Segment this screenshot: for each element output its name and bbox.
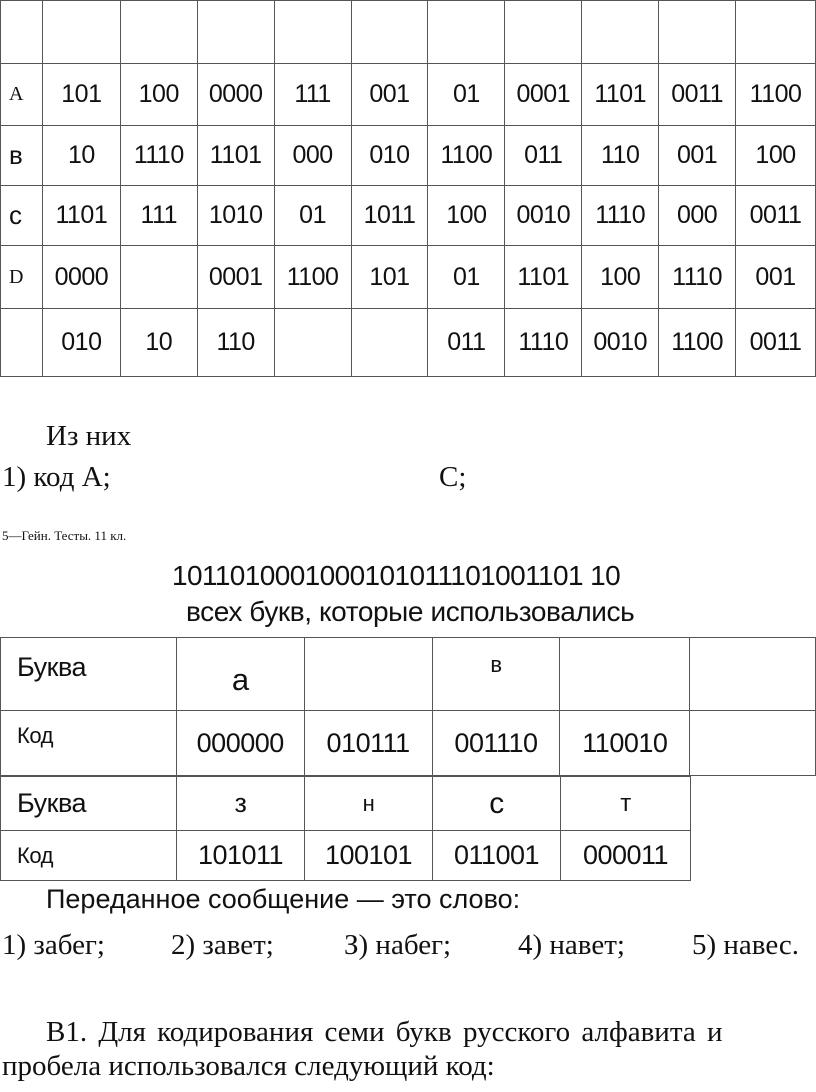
table-cell: 1110 <box>582 186 659 246</box>
row-label: с <box>1 186 43 246</box>
table-cell: 01 <box>428 246 505 309</box>
table-row <box>1 309 816 377</box>
table-cell: 0000 <box>42 246 120 309</box>
row-label: Буква <box>1 777 177 831</box>
table-row <box>1 246 816 309</box>
header-cell <box>351 1 428 64</box>
code-cell: 011001 <box>433 831 561 881</box>
answer-4: 4) навет; <box>518 929 625 961</box>
letters-caption: всех букв, которые использовались <box>186 596 635 627</box>
code-cell: 100101 <box>305 831 433 881</box>
table-cell: 100 <box>428 186 505 246</box>
table-cell: 0000 <box>197 64 274 126</box>
table-cell: 011 <box>505 126 582 186</box>
letter-cell: н <box>305 777 433 831</box>
table-cell: 1100 <box>659 309 736 377</box>
header-cell <box>1 1 43 64</box>
row-label: Код <box>1 831 177 881</box>
table-cell: 000 <box>274 126 351 186</box>
letter-table-2 <box>0 776 691 881</box>
table-cell: 1010 <box>197 186 274 246</box>
letter-cell: а <box>176 638 304 711</box>
table-cell: 0011 <box>736 186 816 246</box>
letter-cell <box>304 638 432 711</box>
table-row <box>1 831 691 881</box>
header-cell <box>274 1 351 64</box>
row-label: в <box>1 126 43 186</box>
footer-reference: 5—Гейн. Тесты. 11 кл. <box>2 528 127 543</box>
table-cell: 100 <box>736 126 816 186</box>
table-cell: 101 <box>351 246 428 309</box>
table-cell: 1110 <box>120 126 197 186</box>
table-cell: 1011 <box>351 186 428 246</box>
answer-3: З) набег; <box>344 929 452 961</box>
table-cell: 1101 <box>197 126 274 186</box>
table-cell: 1100 <box>736 64 816 126</box>
transmitted-text: Переданное сообщение — это слово: <box>46 884 521 914</box>
table-cell: 101 <box>42 64 120 126</box>
table-cell: 1100 <box>428 126 505 186</box>
table-cell: 001 <box>736 246 816 309</box>
b1-task-line1: В1. Для кодирования семи букв русского алфавита и <box>46 1016 723 1048</box>
table-cell: 0011 <box>736 309 816 377</box>
table-row <box>1 777 691 831</box>
table-cell: 10 <box>42 126 120 186</box>
letter-cell: т <box>561 777 691 831</box>
table-cell: 10 <box>120 309 197 377</box>
answer-2: 2) завет; <box>171 929 274 961</box>
code-cell <box>690 711 816 776</box>
code-cell: 000000 <box>176 711 304 776</box>
letter-cell <box>560 638 690 711</box>
table-cell: 1101 <box>582 64 659 126</box>
table-cell: 0011 <box>659 64 736 126</box>
table-cell: 110 <box>197 309 274 377</box>
table-cell: 001 <box>351 64 428 126</box>
answer-1: 1) забег; <box>2 929 105 961</box>
header-cell <box>582 1 659 64</box>
table-row <box>1 186 816 246</box>
table-cell: 0010 <box>582 309 659 377</box>
row-label: Код <box>1 711 177 776</box>
header-cell <box>197 1 274 64</box>
row-label: Буква <box>1 638 177 711</box>
option-c: С; <box>439 461 467 493</box>
table-row <box>1 64 816 126</box>
table-cell: 001 <box>659 126 736 186</box>
table-cell <box>274 309 351 377</box>
table-row <box>1 638 816 711</box>
table-cell: 111 <box>120 186 197 246</box>
row-label <box>1 309 43 377</box>
table-cell: 1100 <box>274 246 351 309</box>
letter-table-1 <box>0 637 816 776</box>
binary-message: 1011010001000101011101001101 10 <box>172 560 621 591</box>
header-cell <box>428 1 505 64</box>
table-cell: 0001 <box>197 246 274 309</box>
code-cell: 000011 <box>561 831 691 881</box>
table-cell: 110 <box>582 126 659 186</box>
table-header-row <box>1 1 816 64</box>
header-cell <box>42 1 120 64</box>
b1-task-line2: пробела использовался следующий код: <box>2 1050 495 1082</box>
table-cell <box>120 246 197 309</box>
row-label: А <box>1 64 43 126</box>
table-cell: 0010 <box>505 186 582 246</box>
table-cell: 100 <box>120 64 197 126</box>
table-row <box>1 711 816 776</box>
option-a: 1) код А; <box>2 461 111 493</box>
letter-cell <box>690 638 816 711</box>
table-row <box>1 126 816 186</box>
iz-nikh-text: Из них <box>46 420 132 452</box>
table-cell: 01 <box>428 64 505 126</box>
row-label: D <box>1 246 43 309</box>
header-cell <box>736 1 816 64</box>
table-cell: 100 <box>582 246 659 309</box>
table-cell: 01 <box>274 186 351 246</box>
table-cell: 000 <box>659 186 736 246</box>
code-cell: 101011 <box>177 831 305 881</box>
code-cell: 010111 <box>304 711 432 776</box>
table-cell: 1110 <box>505 309 582 377</box>
code-table <box>0 0 816 377</box>
header-cell <box>659 1 736 64</box>
table-cell: 1110 <box>659 246 736 309</box>
letter-cell: з <box>177 777 305 831</box>
table-cell <box>351 309 428 377</box>
code-cell: 110010 <box>560 711 690 776</box>
header-cell <box>120 1 197 64</box>
code-cell: 001110 <box>432 711 560 776</box>
header-cell <box>505 1 582 64</box>
table-cell: 010 <box>42 309 120 377</box>
letter-cell: с <box>433 777 561 831</box>
table-cell: 010 <box>351 126 428 186</box>
table-cell: 0001 <box>505 64 582 126</box>
answer-5: 5) навес. <box>692 929 800 961</box>
table-cell: 011 <box>428 309 505 377</box>
table-cell: 111 <box>274 64 351 126</box>
letter-cell: в <box>432 638 560 711</box>
table-cell: 1101 <box>505 246 582 309</box>
table-cell: 1101 <box>42 186 120 246</box>
